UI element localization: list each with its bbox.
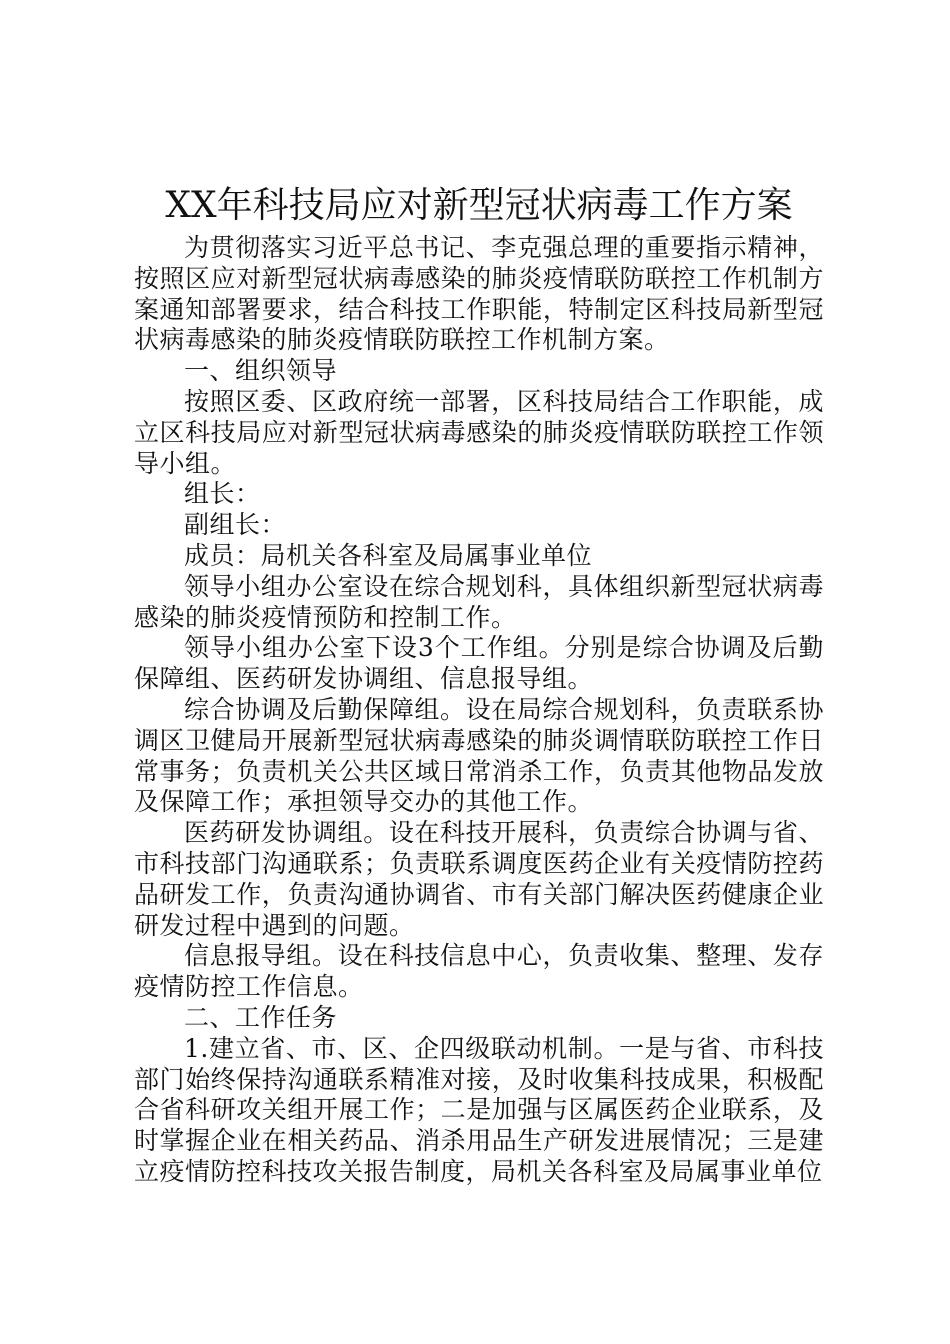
paragraph-task-one: 1.建立省、市、区、企四级联动机制。一是与省、市科技部门始终保持沟通联系精准对接，及时收集科技成果，积极配合省科研攻关组开展工作；二是加强与区属医药企业联系，及时掌握企业在相关药品、消杀用品生产研发进展情况；三是建立疫情防控科技攻关报告制度，局机关各科室及局属事业单位 [134, 1033, 824, 1186]
paragraph-working-groups: 领导小组办公室下设3个工作组。分别是综合协调及后勤保障组、医药研发协调组、信息报导组。 [134, 633, 824, 694]
section-heading-organization: 一、组织领导 [184, 356, 338, 386]
document-body [134, 183, 824, 1188]
intro-paragraph: 为贯彻落实习近平总书记、李克强总理的重要指示精神，按照区应对新型冠状病毒感染的肺炎疫情联防联控工作机制方案通知部署要求，结合科技工作职能，特制定区科技局新型冠状病毒感染的肺炎疫情联防联控工作机制方案。 [134, 233, 824, 355]
paragraph-coordination-group: 综合协调及后勤保障组。设在局综合规划科，负责联系协调区卫健局开展新型冠状病毒感染的肺炎调情联防联控工作日常事务；负责机关公共区域日常消杀工作，负责其他物品发放及保障工作；承担领导交办的其他工作。 [134, 694, 824, 817]
paragraph-members: 成员：局机关各科室及局属事业单位 [184, 540, 593, 570]
section-heading-tasks: 二、工作任务 [184, 1002, 338, 1032]
paragraph-office-location: 领导小组办公室设在综合规划科，具体组织新型冠状病毒感染的肺炎疫情预防和控制工作。 [134, 571, 824, 632]
document-title: XX年科技局应对新型冠状病毒工作方案 [165, 185, 793, 226]
paragraph-leadership-group: 按照区委、区政府统一部署，区科技局结合工作职能，成立区科技局应对新型冠状病毒感染的肺炎疫情联防联控工作领导小组。 [134, 386, 824, 478]
paragraph-group-leader: 组长： [184, 479, 261, 509]
paragraph-deputy-leader: 副组长： [184, 510, 287, 540]
paragraph-information-group: 信息报导组。设在科技信息中心，负责收集、整理、发存疫情防控工作信息。 [134, 941, 824, 1002]
paragraph-medical-rd-group: 医药研发协调组。设在科技开展科，负责综合协调与省、市科技部门沟通联系；负责联系调度医药企业有关疫情防控药品研发工作，负责沟通协调省、市有关部门解决医药健康企业研发过程中遇到的问题。 [134, 818, 824, 940]
